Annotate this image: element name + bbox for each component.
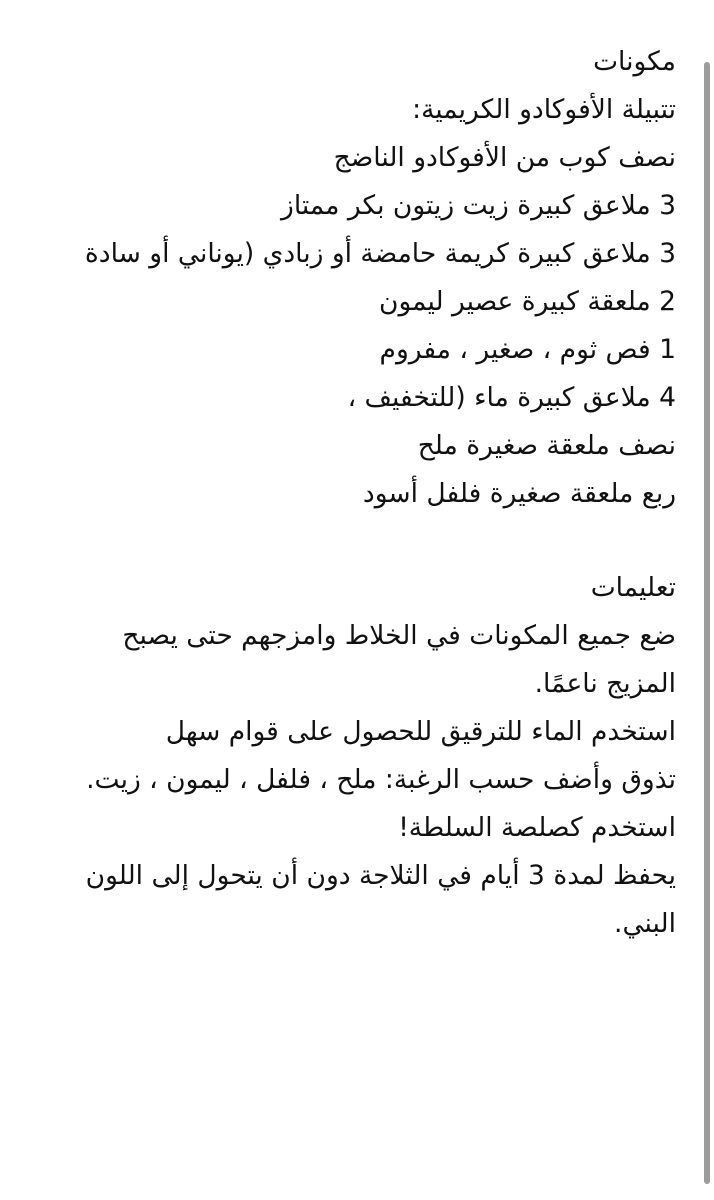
ingredients-subheading: تتبيلة الأفوكادو الكريمية:: [412, 94, 676, 125]
ingredient-item: 1 فص ثوم ، صغير ، مفروم: [379, 334, 676, 365]
ingredient-item: 3 ملاعق كبيرة زيت زيتون بكر ممتاز: [281, 190, 676, 221]
instruction-line: المزيج ناعمًا.: [534, 668, 676, 699]
instruction-line: يحفظ لمدة 3 أيام في الثلاجة دون أن يتحول إلى اللون: [85, 860, 676, 891]
instructions-heading: تعليمات: [590, 572, 676, 603]
ingredient-item: نصف ملعقة صغيرة ملح: [417, 430, 676, 461]
ingredient-item: 4 ملاعق كبيرة ماء (للتخفيف ،: [347, 382, 676, 413]
ingredients-heading: مكونات: [593, 46, 676, 77]
instruction-line: استخدم الماء للترقيق للحصول على قوام سهل: [165, 716, 676, 747]
vertical-scrollbar[interactable]: [704, 62, 710, 1184]
instruction-line: البني.: [614, 908, 676, 939]
ingredient-item: نصف كوب من الأفوكادو الناضج: [333, 142, 676, 173]
instruction-line: استخدم كصلصة السلطة!: [398, 812, 676, 843]
ingredient-item: ربع ملعقة صغيرة فلفل أسود: [362, 478, 676, 509]
ingredient-item: 2 ملعقة كبيرة عصير ليمون: [378, 286, 676, 317]
instruction-line: تذوق وأضف حسب الرغبة: ملح ، فلفل ، ليمون ، زيت.: [86, 764, 676, 795]
instruction-line: ضع جميع المكونات في الخلاط وامزجهم حتى يصبح: [122, 620, 676, 651]
ingredient-item: 3 ملاعق كبيرة كريمة حامضة أو زبادي (يوناني أو سادة: [84, 238, 676, 269]
